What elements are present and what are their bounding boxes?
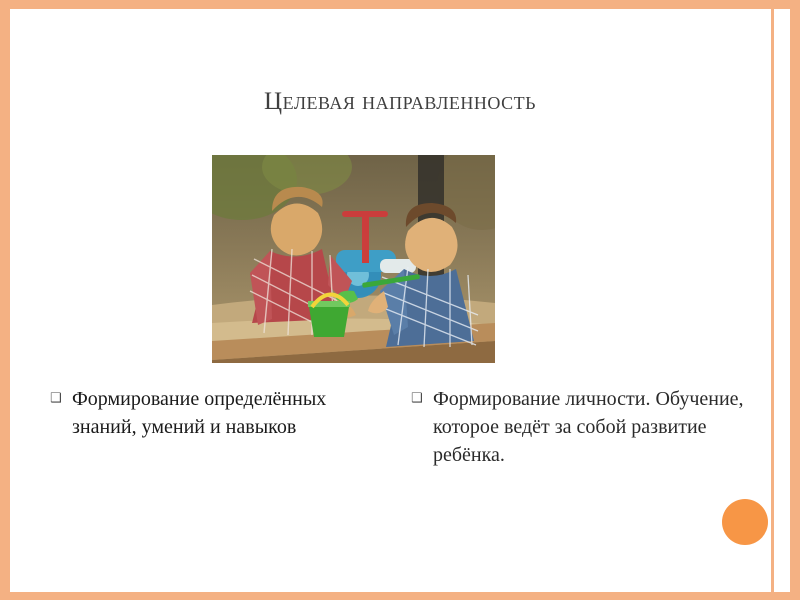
decor-bar-bottom [0,592,800,600]
slide-image [212,155,495,363]
decor-bar-top [0,0,800,9]
slide-title: Целевая направленность [264,88,536,115]
bullet-text-right: Формирование личности. Обучение, которое ведёт за собой развитие ребёнка. [433,388,744,466]
decor-bar-right-outer [790,0,800,600]
decor-circle [722,499,768,545]
bullet-marker-icon: ❑ [50,391,62,406]
decor-bar-right-inner [771,0,774,600]
decor-bar-left [0,0,10,600]
bullet-column-left [50,385,389,469]
bullet-marker-icon: ❑ [411,391,423,406]
bullet-text-left: Формирование определённых знаний, умений и навыков [72,388,327,438]
photo-illustration [212,155,495,363]
bullet-column-right [411,385,750,469]
bullet-columns [50,385,750,469]
